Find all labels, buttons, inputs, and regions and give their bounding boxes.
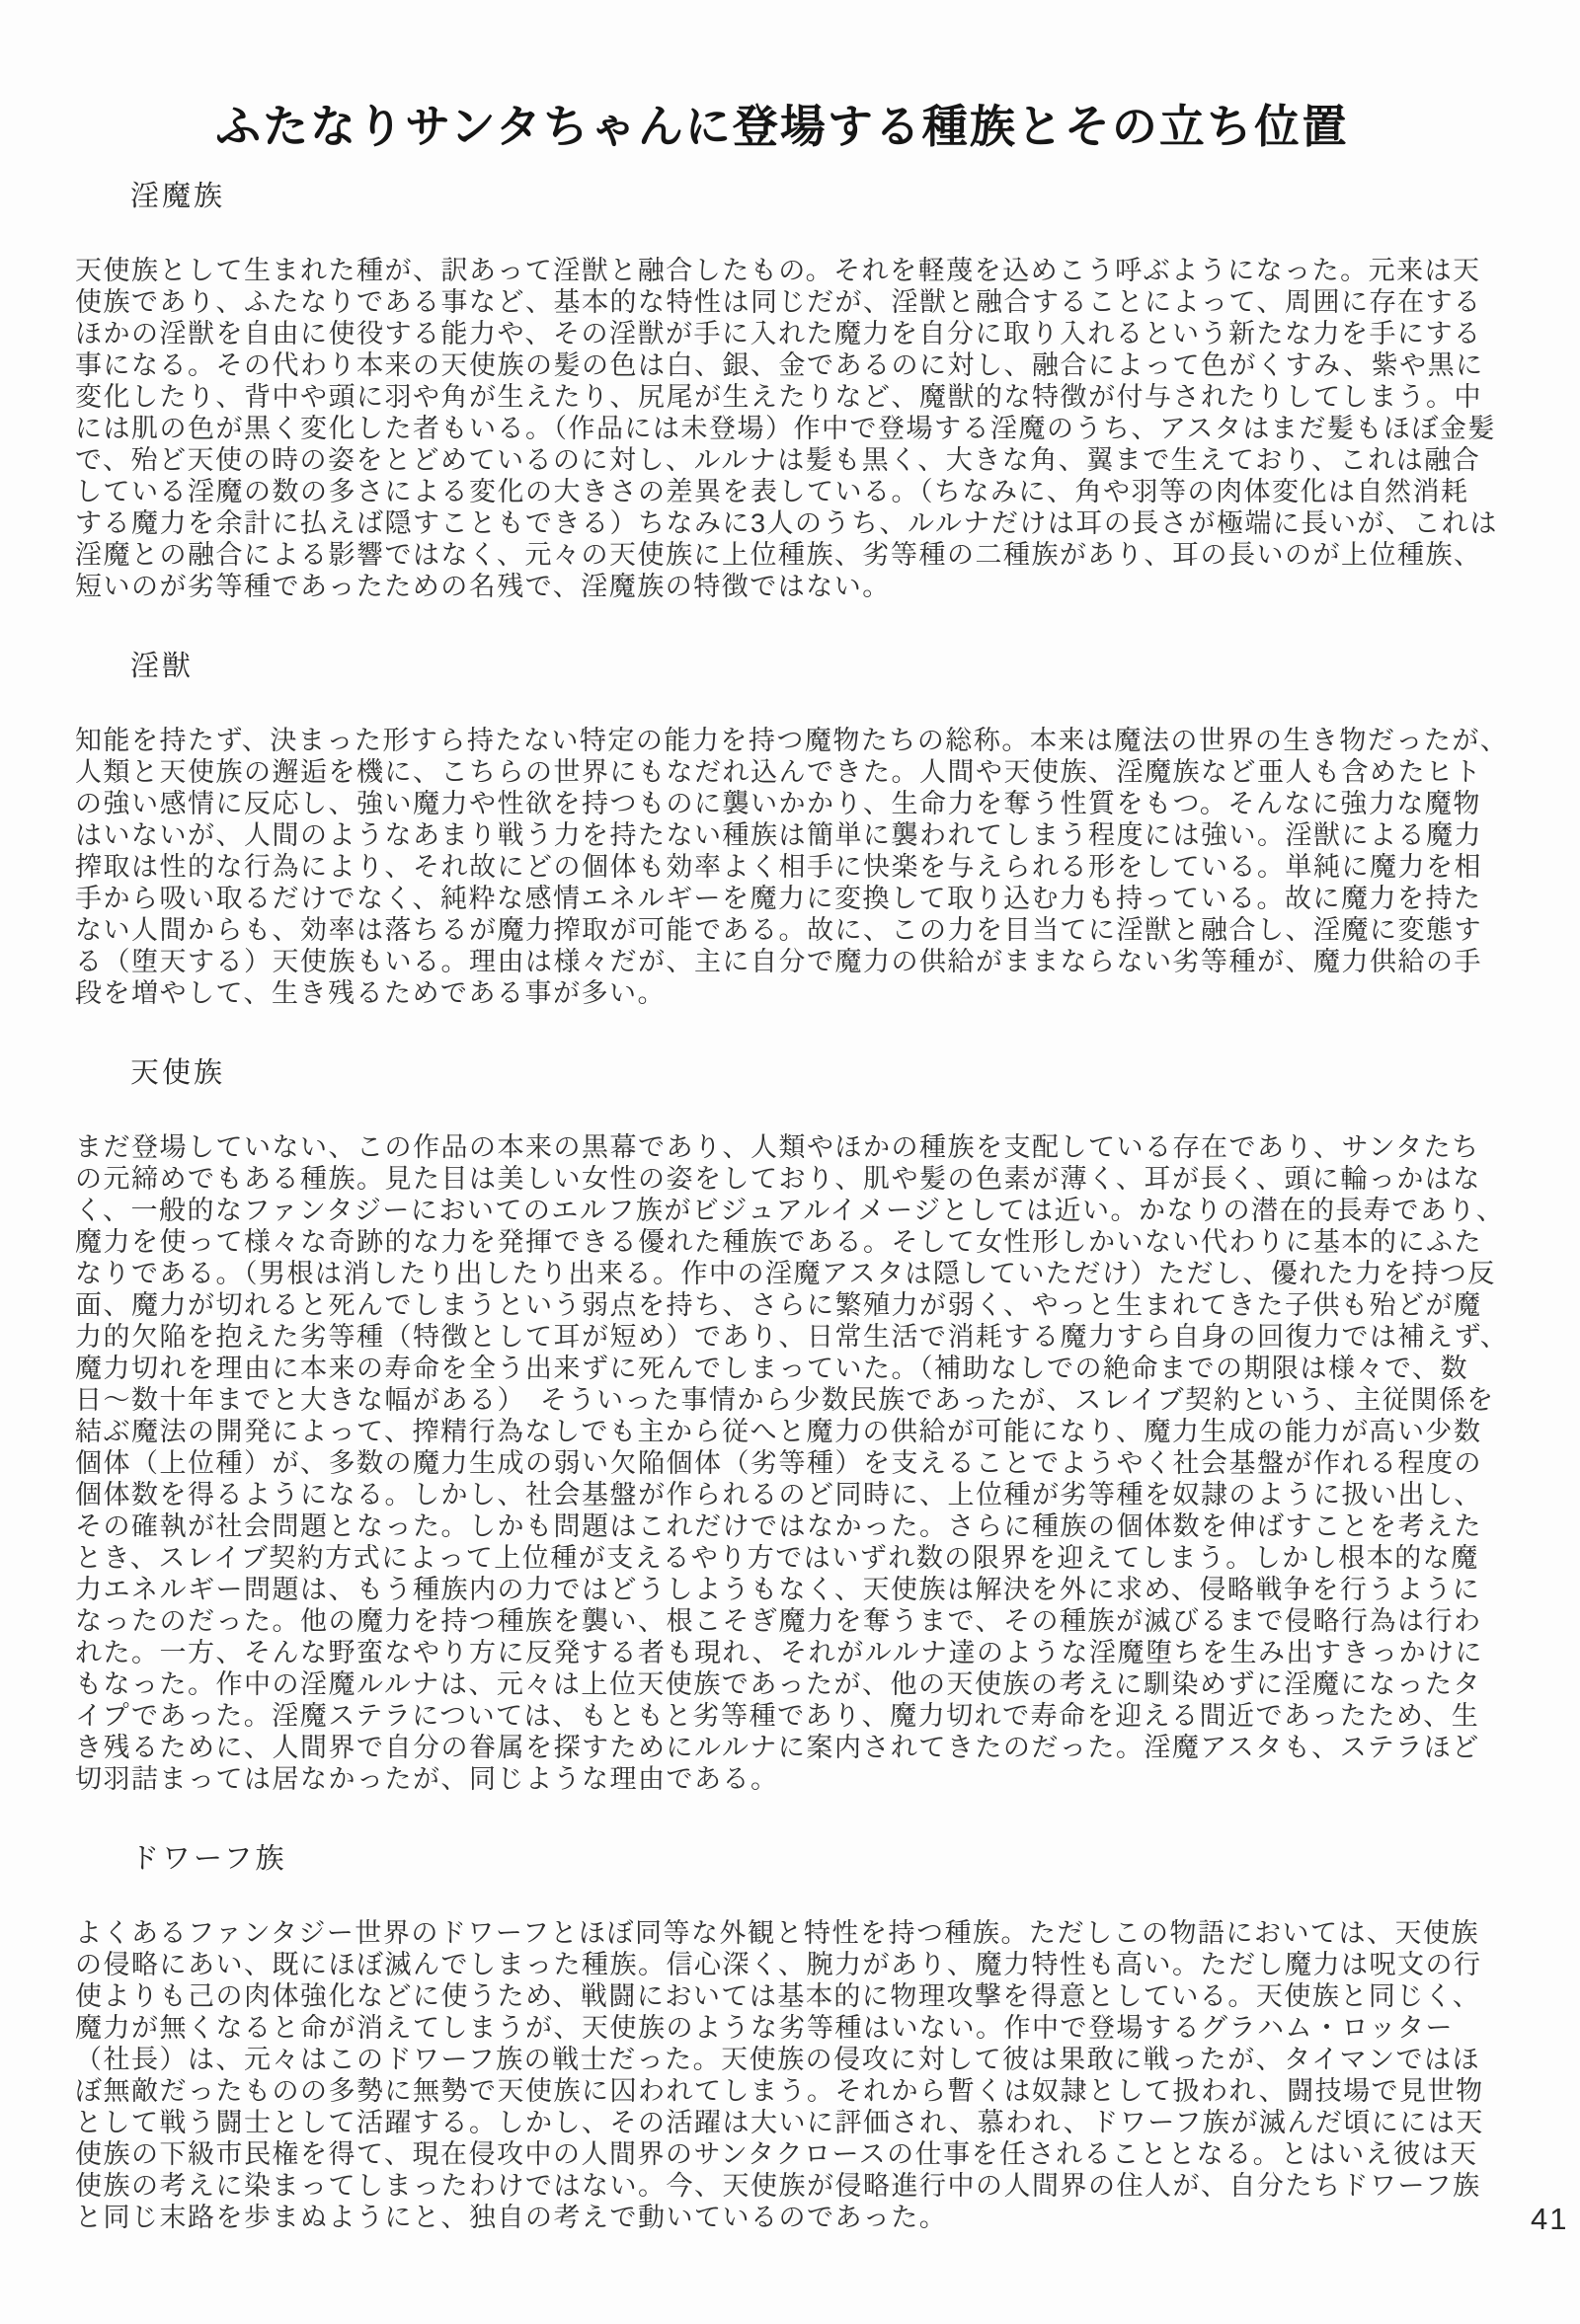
section-tenshizoku	[75, 1056, 1509, 1795]
text-line: 手から吸い取るだけでなく、純粋な感情エネルギーを魔力に変換して取り込む力も持っている。故に魔力を持た	[75, 884, 1482, 913]
text-line: き残るために、人間界で自分の眷属を探すためにルルナに案内されてきたのだった。淫魔アスタも、ステラほど	[75, 1733, 1480, 1762]
section-inju	[75, 650, 1509, 1009]
text-line: なりである。（男根は消したり出したり出来る。作中の淫魔アスタは隠していただけ）ただし、優れた力を持つ反	[75, 1259, 1496, 1288]
text-line: 結ぶ魔法の開発によって、搾精行為なしでも主から従へと魔力の供給が可能になり、魔力生成の能力が高い少数	[75, 1417, 1482, 1446]
text-line: 使よりも己の肉体強化などに使うため、戦闘においては基本的に物理攻撃を得意としている。天使族と同じく、	[75, 1981, 1481, 2011]
text-line: まだ登場していない、この作品の本来の黒幕であり、人類やほかの種族を支配している存在であり、サンタたち	[75, 1132, 1480, 1162]
text-line: 切羽詰まっては居なかったが、同じような理由である。	[75, 1764, 779, 1794]
page-number: 41	[1531, 2202, 1569, 2236]
text-line: 個体数を得るようになる。しかし、社会基盤が作られるのど同時に、上位種が劣等種を奴隷のように扱い出し、	[75, 1480, 1482, 1510]
text-line: 天使族として生まれた種が、訳あって淫獣と融合したもの。それを軽蔑を込めこう呼ぶようになった。元来は天	[75, 256, 1481, 285]
text-line: 魔力を使って様々な奇跡的な力を発揮できる優れた種族である。そして女性形しかいない代わりに基本的にふた	[75, 1227, 1482, 1257]
page-title: ふたなりサンタちゃんに登場する種族とその立ち位置	[215, 101, 1349, 152]
section-paragraph	[75, 255, 1498, 602]
text-line: れた。一方、そんな野蛮なやり方に反発する者も現れ、それがルルナ達のような淫魔堕ちを生み出すきっかけに	[75, 1638, 1483, 1667]
text-line: 淫魔との融合による影響ではなく、元々の天使族に上位種族、劣等種の二種族があり、耳の長いのが上位種族、	[75, 540, 1482, 570]
section-heading: ドワーフ族	[130, 1843, 287, 1875]
text-line: イプであった。淫魔ステラについては、もともと劣等種であり、魔力切れで寿命を迎える間近であったため、生	[75, 1701, 1480, 1731]
text-line: よくあるファンタジー世界のドワーフとほぼ同等な外観と特性を持つ種族。ただしこの物語においては、天使族	[75, 1918, 1480, 1948]
text-line: とき、スレイブ契約方式によって上位種が支えるやり方ではいずれ数の限界を迎えてしまう。しかし根本的な魔	[75, 1543, 1479, 1573]
text-line: 力的欠陥を抱えた劣等種（特徴として耳が短め）であり、日常生活で消耗する魔力すら自身の回復力では補えず、	[75, 1322, 1509, 1352]
text-line: 知能を持たず、決まった形すら持たない特定の能力を持つ魔物たちの総称。本来は魔法の世界の生き物だったが、	[75, 726, 1509, 755]
text-line: 人類と天使族の邂逅を機に、こちらの世界にもなだれ込んできた。人間や天使族、淫魔族など亜人も含めたヒト	[75, 757, 1482, 787]
text-line: その確執が社会問題となった。しかも問題はこれだけではなかった。さらに種族の個体数を伸ばすことを考えた	[75, 1511, 1482, 1541]
text-line: 搾取は性的な行為により、それ故にどの個体も効率よく相手に快楽を与えられる形をしている。単純に魔力を相	[75, 852, 1482, 882]
section-paragraph	[75, 1917, 1489, 2233]
text-line: の侵略にあい、既にほぼ滅んでしまった種族。信心深く、腕力があり、魔力特性も高い。ただし魔力は呪文の行	[75, 1950, 1482, 1979]
text-line: 変化したり、背中や頭に羽や角が生えたり、尻尾が生えたりなど、魔獣的な特徴が付与されたりしてしまう。中	[75, 382, 1482, 412]
text-line: と同じ末路を歩まぬようにと、独自の考えで動いているのであった。	[75, 2203, 948, 2232]
section-heading: 淫獣	[130, 651, 195, 682]
text-line: 個体（上位種）が、多数の魔力生成の弱い欠陥個体（劣等種）を支えることでようやく社会基盤が作れる程度の	[75, 1448, 1482, 1478]
text-line: く、一般的なファンタジーにおいてのエルフ族がビジュアルイメージとしては近い。かなりの潜在的長寿であり、	[75, 1196, 1505, 1225]
text-line: 魔力切れを理由に本来の寿命を全う出来ずに死んでしまっていた。（補助なしでの絶命までの期限は様々で、数	[75, 1354, 1468, 1383]
text-line: もなった。作中の淫魔ルルナは、元々は上位天使族であったが、他の天使族の考えに馴染めずに淫魔になったタ	[75, 1669, 1482, 1699]
section-heading: 淫魔族	[130, 181, 226, 212]
text-line: 魔力が無くなると命が消えてしまうが、天使族のような劣等種はいない。作中で登場するグラハム・ロッター	[75, 2013, 1454, 2043]
text-line: る（堕天する）天使族もいる。理由は様々だが、主に自分で魔力の供給がままならない劣等種が、魔力供給の手	[75, 947, 1482, 976]
section-paragraph	[75, 1131, 1509, 1795]
text-line: する魔力を余計に払えば隠すこともできる）ちなみに3人のうち、ルルナだけは耳の長さが極端に長いが、これは	[75, 508, 1498, 538]
text-line: ない人間からも、効率は落ちるが魔力搾取が可能である。故に、この力を目当てに淫獣と融合し、淫魔に変態す	[75, 915, 1482, 945]
text-line: の元締めでもある種族。見た目は美しい女性の姿をしており、肌や髪の色素が薄く、耳が長く、頭に輪っかはな	[75, 1164, 1481, 1194]
text-line: している淫魔の数の多さによる変化の大きさの差異を表している。（ちなみに、角や羽等の肉体変化は自然消耗	[75, 477, 1469, 506]
section-heading: 天使族	[130, 1057, 226, 1089]
text-line: で、殆ど天使の時の姿をとどめているのに対し、ルルナは髪も黒く、大きな角、翼まで生えており、これは融合	[75, 445, 1481, 475]
text-line: として戦う闘士として活躍する。しかし、その活躍は大いに評価され、慕われ、ドワーフ族が滅んだ頃にには天	[75, 2108, 1484, 2137]
text-line: ぼ無敵だったものの多勢に無勢で天使族に囚われてしまう。それから暫くは奴隷として扱われ、闘技場で見世物	[75, 2076, 1484, 2106]
text-line: には肌の色が黒く変化した者もいる。（作品には未登場）作中で登場する淫魔のうち、アスタはまだ髪もほぼ金髪	[75, 414, 1496, 443]
text-line: 事になる。その代わり本来の天使族の髪の色は白、銀、金であるのに対し、融合によって色がくすみ、紫や黒に	[75, 350, 1484, 380]
text-line: 使族の考えに染まってしまったわけではない。今、天使族が侵略進行中の人間界の住人が、自分たちドワーフ族	[75, 2171, 1481, 2201]
text-line: ほかの淫獣を自由に使役する能力や、その淫獣が手に入れた魔力を自分に取り入れるという新たな力を手にする	[75, 319, 1482, 349]
text-line: 面、魔力が切れると死んでしまうという弱点を持ち、さらに繁殖力が弱く、やっと生まれてきた子供も殆どが魔	[75, 1290, 1482, 1320]
text-line: 段を増やして、生き残るためである事が多い。	[75, 978, 666, 1008]
text-line: 使族の下級市民権を得て、現在侵攻中の人間界のサンタクロースの仕事を任されることとなる。とはいえ彼は天	[75, 2139, 1478, 2169]
text-line: 短いのが劣等種であったための名残で、淫魔族の特徴ではない。	[75, 572, 891, 601]
text-line: 日〜数十年までと大きな幅がある） そういった事情から少数民族であったが、スレイブ契約という、主従関係を	[75, 1385, 1495, 1415]
text-line: 使族であり、ふたなりである事など、基本的な特性は同じだが、淫獣と融合することによって、周囲に存在する	[75, 287, 1482, 317]
text-line: なったのだった。他の魔力を持つ種族を襲い、根こそぎ魔力を奪うまで、その種族が滅びるまで侵略行為は行わ	[75, 1606, 1482, 1636]
text-line: はいないが、人間のようなあまり戦う力を持たない種族は簡単に襲われてしまう程度には強い。淫獣による魔力	[75, 820, 1482, 850]
text-line: 力エネルギー問題は、もう種族内の力ではどうしようもなく、天使族は解決を外に求め、侵略戦争を行うように	[75, 1575, 1481, 1604]
section-paragraph	[75, 725, 1509, 1009]
section-dwarfzoku	[75, 1842, 1489, 2233]
text-line: （社長）は、元々はこのドワーフ族の戦士だった。天使族の侵攻に対して彼は果敢に戦ったが、タイマンではほ	[75, 2045, 1481, 2074]
section-inmazoku	[75, 180, 1498, 602]
text-line: の強い感情に反応し、強い魔力や性欲を持つものに襲いかかり、生命力を奪う性質をもつ。そんなに強力な魔物	[75, 789, 1481, 818]
